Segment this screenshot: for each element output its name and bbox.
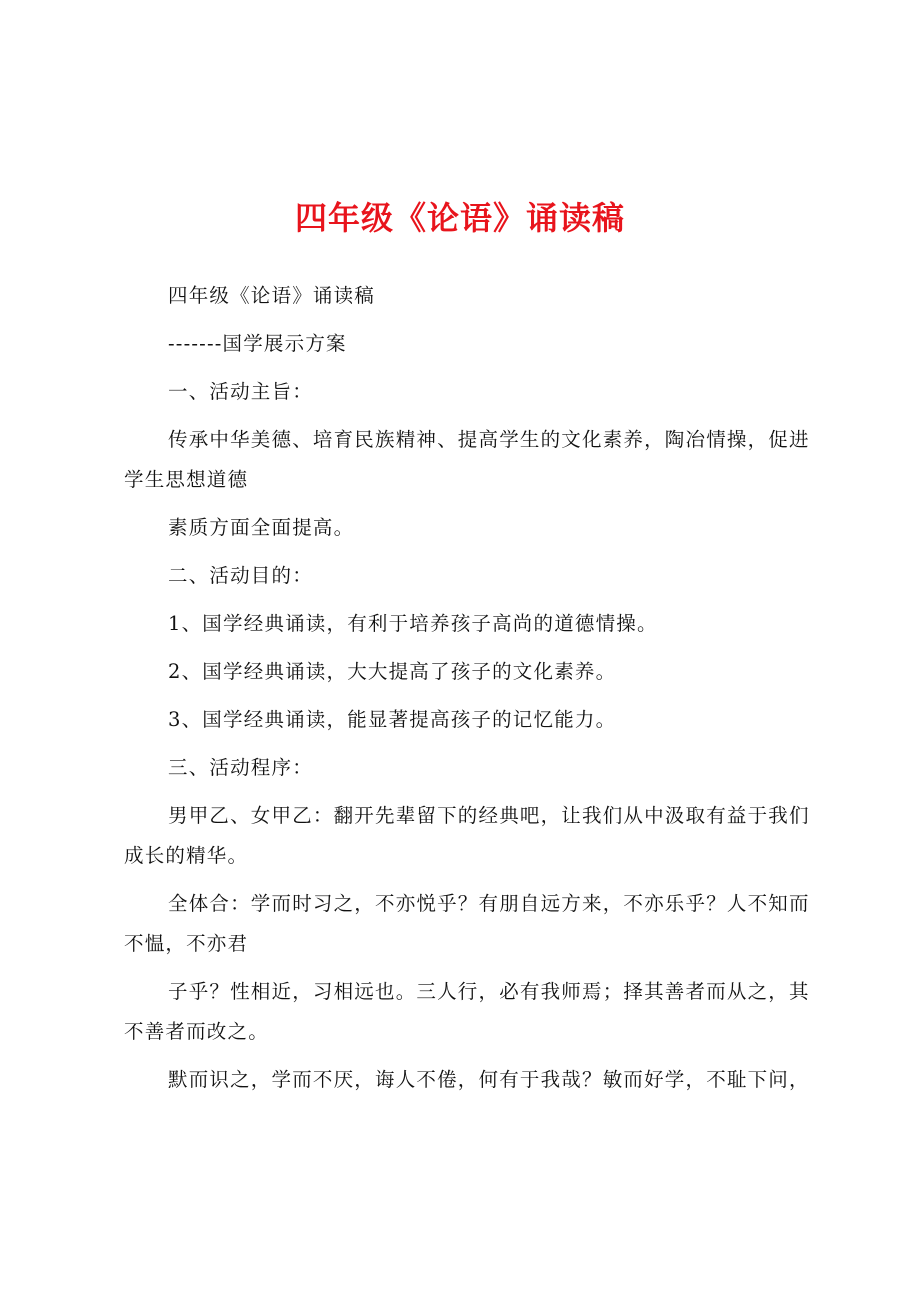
document-title: 四年级《论语》诵读稿 bbox=[294, 199, 625, 237]
heading-purpose: 一、活动主旨： bbox=[168, 380, 313, 403]
heading-goals: 二、活动目的： bbox=[168, 564, 313, 587]
paragraph-scheme: -------国学展示方案 bbox=[168, 332, 347, 355]
document-body bbox=[124, 276, 814, 1108]
procedure-line-3: 子乎？性相近，习相远也。三人行，必有我师焉；择其善者而从之，其不善者而改之。 bbox=[124, 980, 810, 1043]
procedure-line-4: 默而识之，学而不厌，诲人不倦，何有于我哉？敏而好学，不耻下问， bbox=[168, 1068, 810, 1091]
goal-item-2: 2、国学经典诵读，大大提高了孩子的文化素养。 bbox=[168, 660, 617, 683]
paragraph-purpose-continued: 素质方面全面提高。 bbox=[168, 516, 355, 539]
procedure-line-1: 男甲乙、女甲乙：翻开先辈留下的经典吧，让我们从中汲取有益于我们成长的精华。 bbox=[124, 804, 810, 867]
goal-item-3: 3、国学经典诵读，能显著提高孩子的记忆能力。 bbox=[168, 708, 617, 731]
heading-procedure: 三、活动程序： bbox=[168, 756, 313, 779]
paragraph-purpose-text: 传承中华美德、培育民族精神、提高学生的文化素养，陶冶情操，促进学生思想道德 bbox=[124, 428, 810, 491]
paragraph-subtitle: 四年级《论语》诵读稿 bbox=[168, 284, 376, 307]
goal-item-1: 1、国学经典诵读，有利于培养孩子高尚的道德情操。 bbox=[168, 612, 658, 635]
procedure-line-2: 全体合：学而时习之，不亦悦乎？有朋自远方来，不亦乐乎？人不知而不愠，不亦君 bbox=[124, 892, 810, 955]
